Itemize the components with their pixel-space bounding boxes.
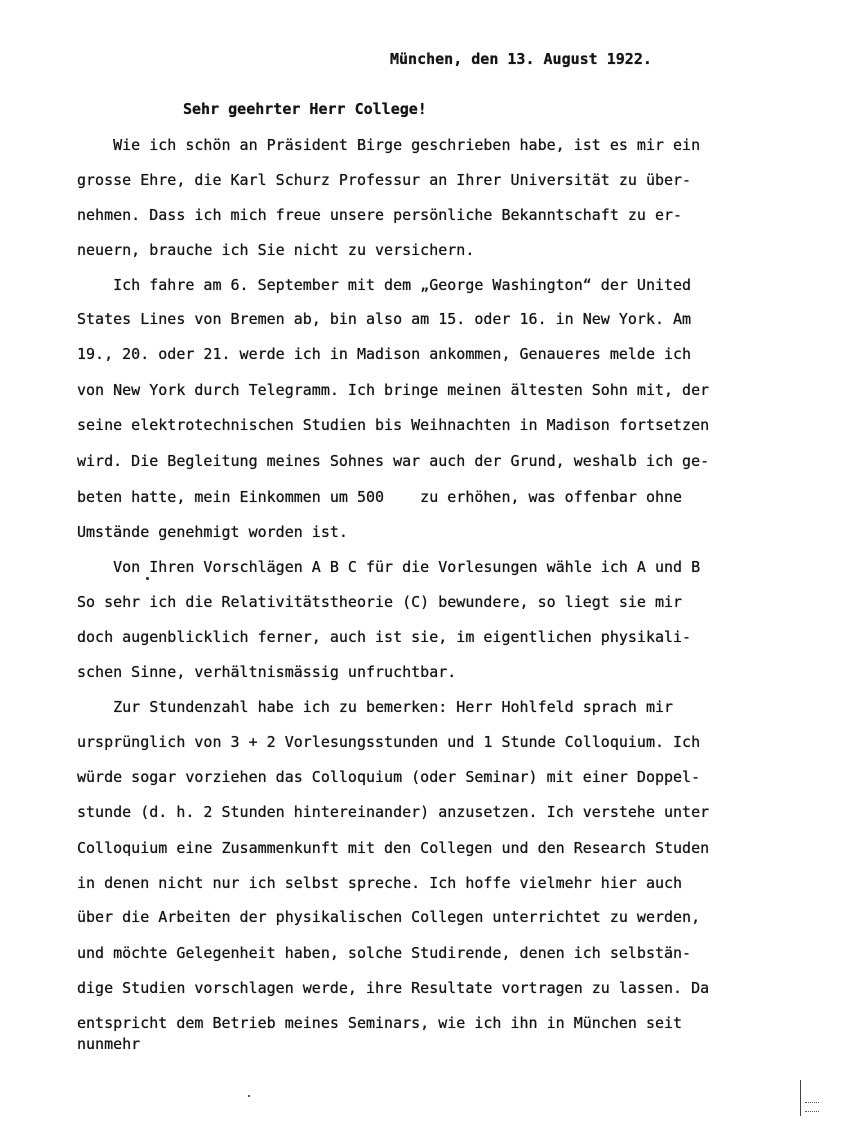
- body-line-3: nehmen. Dass ich mich freue unsere persönliche Bekanntschaft zu er-: [77, 206, 683, 224]
- body-line-5: Ich fahre am 6. September mit dem „George Washington“ der United: [77, 276, 692, 294]
- body-line-15: doch augenblicklich ferner, auch ist sie, im eigentlichen physikali-: [77, 628, 692, 646]
- body-line-27: nunmehr: [77, 1035, 141, 1053]
- body-line-13: Von Ihren Vorschlägen A B C für die Vorlesungen wähle ich A und B: [77, 558, 701, 576]
- body-line-8: von New York durch Telegramm. Ich bringe meinen ältesten Sohn mit, der: [77, 381, 710, 399]
- body-line-26: entspricht dem Betrieb meines Seminars, wie ich ihn in München seit: [77, 1014, 683, 1032]
- body-line-11: beten hatte, mein Einkommen um 500 zu erhöhen, was offenbar ohne: [77, 488, 683, 506]
- ink-speck: [248, 1095, 250, 1097]
- body-line-23: über die Arbeiten der physikalischen Collegen unterrichtet zu werden,: [77, 908, 701, 926]
- body-line-12: Umstände genehmigt worden ist.: [77, 523, 348, 541]
- body-line-10: wird. Die Begleitung meines Sohnes war auch der Grund, weshalb ich ge-: [77, 452, 710, 470]
- body-line-6: States Lines von Bremen ab, bin also am 15. oder 16. in New York. Am: [77, 310, 692, 328]
- body-line-16: schen Sinne, verhältnismässig unfruchtbar.: [77, 663, 457, 681]
- salutation: Sehr geehrter Herr College!: [183, 100, 427, 118]
- body-line-17: Zur Stundenzahl habe ich zu bemerken: Herr Hohlfeld sprach mir: [77, 698, 674, 716]
- body-line-19: würde sogar vorziehen das Colloquium (oder Seminar) mit einer Doppel-: [77, 768, 701, 786]
- body-line-7: 19., 20. oder 21. werde ich in Madison ankommen, Genaueres melde ich: [77, 345, 692, 363]
- margin-scan-mark: [800, 1080, 823, 1116]
- body-line-21: Colloquium eine Zusammenkunft mit den Collegen und den Research Studen: [77, 839, 710, 857]
- body-line-1: Wie ich schön an Präsident Birge geschrieben habe, ist es mir ein: [77, 136, 701, 154]
- body-line-22: in denen nicht nur ich selbst spreche. Ich hoffe vielmehr hier auch: [77, 874, 683, 892]
- body-line-9: seine elektrotechnischen Studien bis Weihnachten in Madison fortsetzen: [77, 416, 710, 434]
- dateline: München, den 13. August 1922.: [390, 50, 652, 68]
- body-line-20: stunde (d. h. 2 Stunden hintereinander) anzusetzen. Ich verstehe unter: [77, 803, 710, 821]
- body-line-24: und möchte Gelegenheit haben, solche Studirende, denen ich selbstän-: [77, 944, 692, 962]
- body-line-18: ursprünglich von 3 + 2 Vorlesungsstunden und 1 Stunde Colloquium. Ich: [77, 733, 701, 751]
- body-line-25: dige Studien vorschlagen werde, ihre Resultate vortragen zu lassen. Da: [77, 979, 710, 997]
- ink-speck: [146, 577, 149, 580]
- body-line-4: neuern, brauche ich Sie nicht zu versichern.: [77, 241, 475, 259]
- body-line-14: So sehr ich die Relativitätstheorie (C) bewundere, so liegt sie mir: [77, 593, 683, 611]
- body-line-2: grosse Ehre, die Karl Schurz Professur an Ihrer Universität zu über-: [77, 171, 692, 189]
